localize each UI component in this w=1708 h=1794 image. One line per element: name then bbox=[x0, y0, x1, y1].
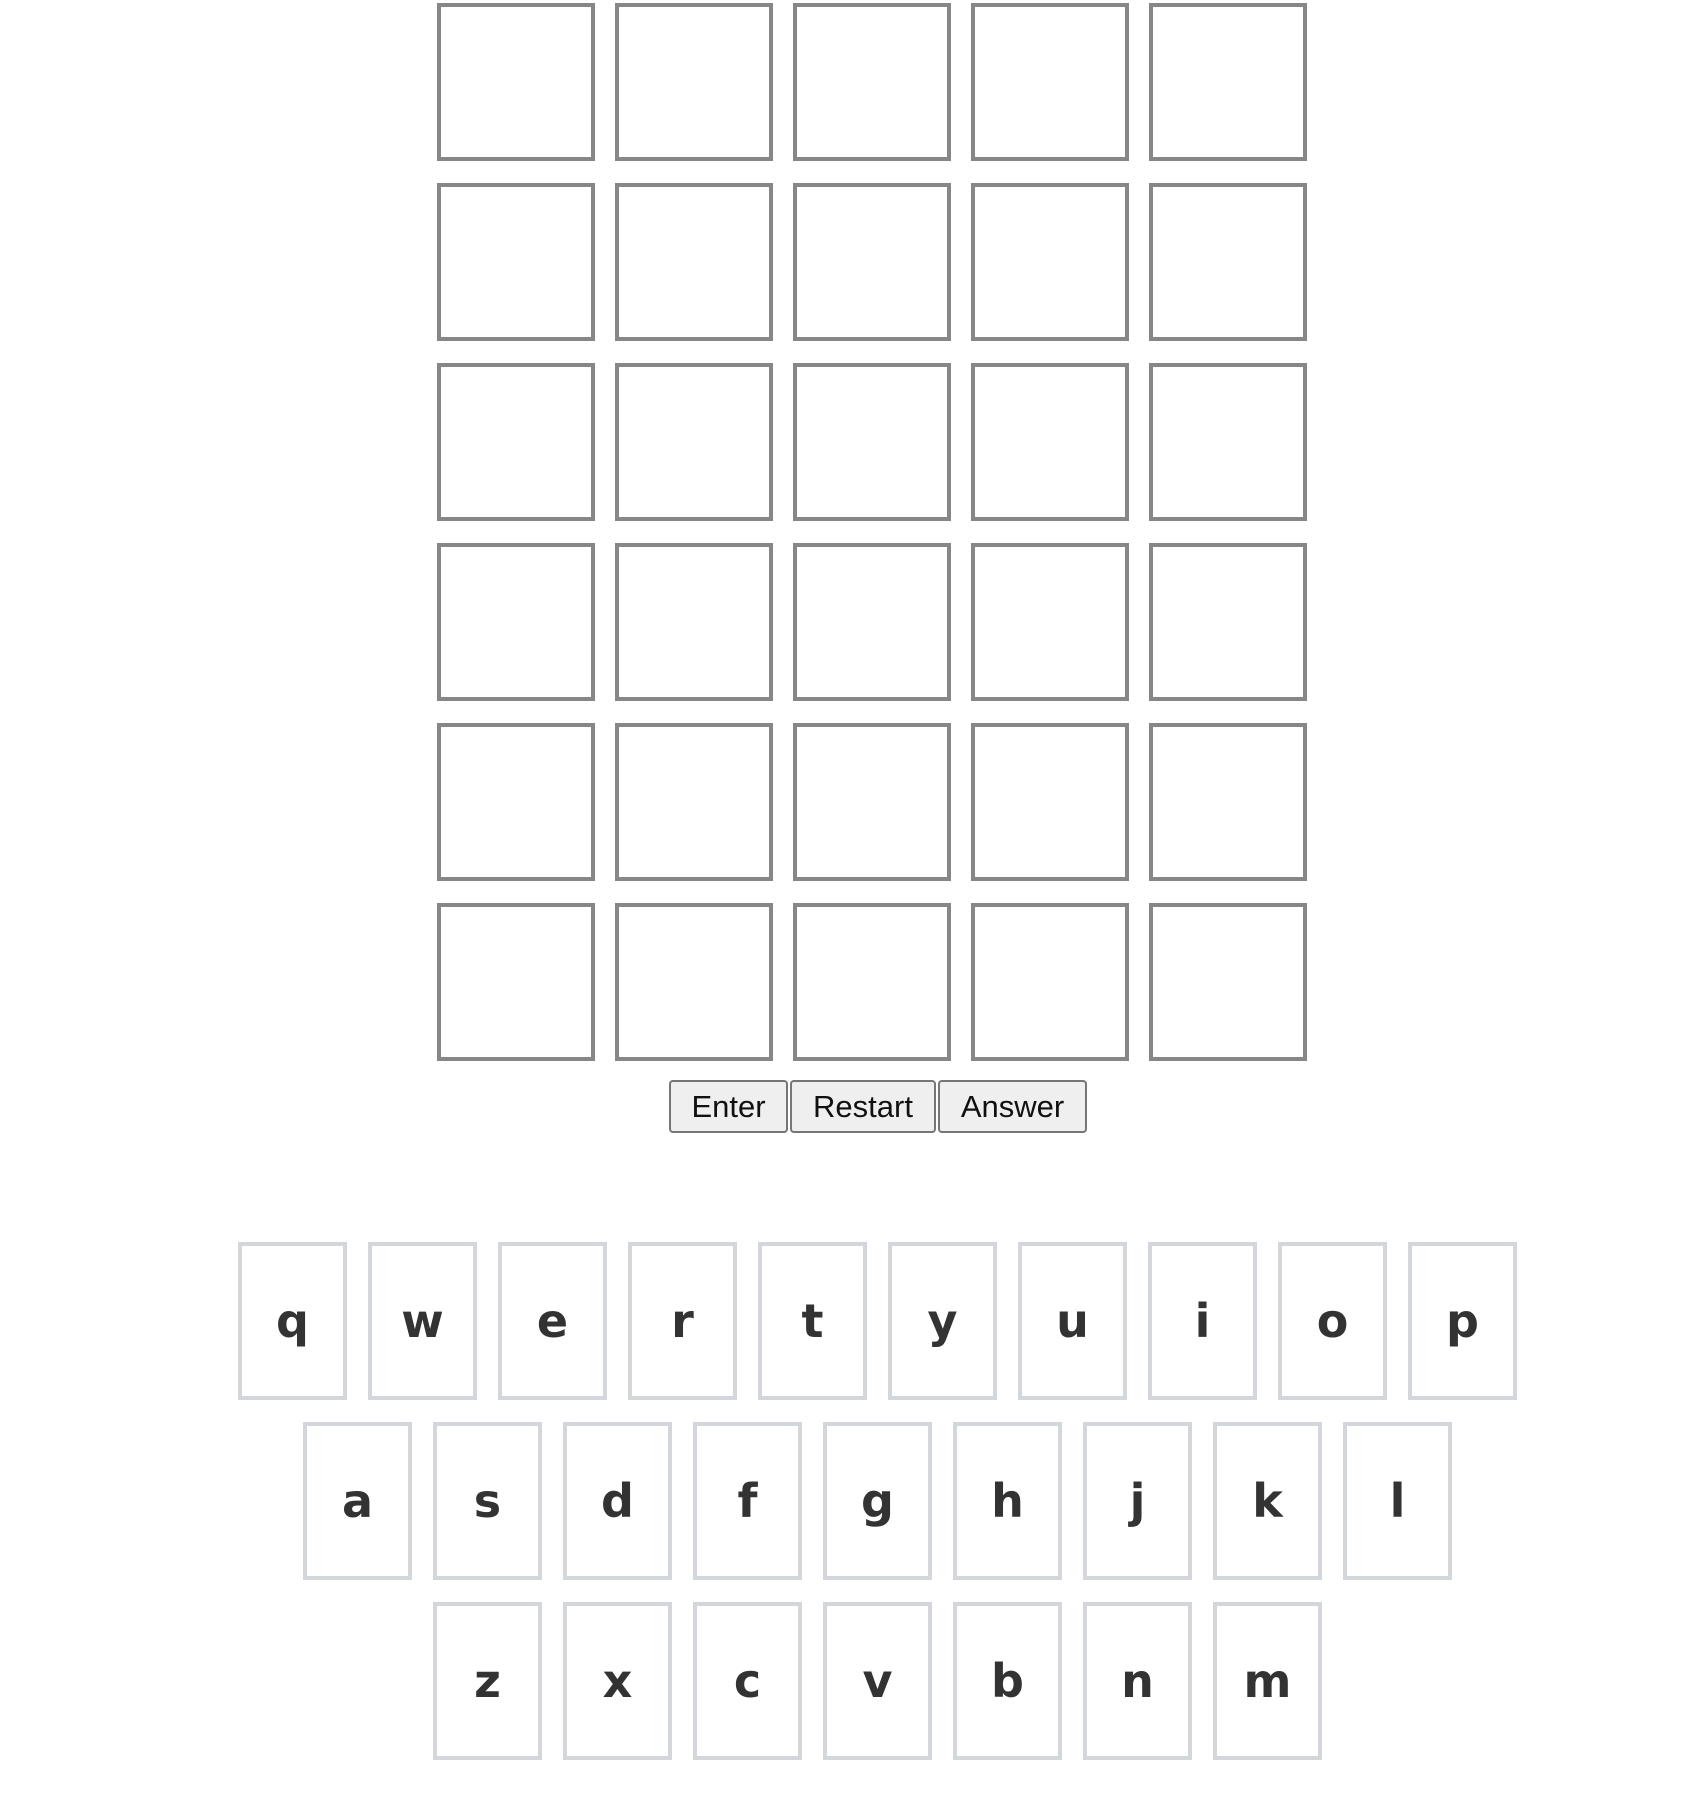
letter-tile bbox=[437, 543, 595, 701]
letter-tile bbox=[1149, 543, 1307, 701]
enter-button[interactable]: Enter bbox=[669, 1080, 788, 1133]
key-s[interactable]: s bbox=[433, 1422, 542, 1580]
letter-tile bbox=[971, 3, 1129, 161]
key-j[interactable]: j bbox=[1083, 1422, 1192, 1580]
restart-button[interactable]: Restart bbox=[790, 1080, 936, 1133]
key-e[interactable]: e bbox=[498, 1242, 607, 1400]
letter-tile bbox=[793, 3, 951, 161]
keyboard-row-3 bbox=[0, 1602, 1708, 1760]
letter-tile bbox=[793, 363, 951, 521]
key-w[interactable]: w bbox=[368, 1242, 477, 1400]
key-f[interactable]: f bbox=[693, 1422, 802, 1580]
letter-tile bbox=[615, 363, 773, 521]
letter-tile bbox=[1149, 723, 1307, 881]
letter-tile bbox=[437, 723, 595, 881]
control-buttons bbox=[669, 1080, 1087, 1133]
board-row bbox=[437, 723, 1319, 881]
board-row bbox=[437, 543, 1319, 701]
key-u[interactable]: u bbox=[1018, 1242, 1127, 1400]
key-l[interactable]: l bbox=[1343, 1422, 1452, 1580]
on-screen-keyboard bbox=[0, 1242, 1708, 1782]
letter-tile bbox=[793, 903, 951, 1061]
letter-tile bbox=[1149, 903, 1307, 1061]
key-y[interactable]: y bbox=[888, 1242, 997, 1400]
key-c[interactable]: c bbox=[693, 1602, 802, 1760]
letter-tile bbox=[971, 543, 1129, 701]
key-r[interactable]: r bbox=[628, 1242, 737, 1400]
key-a[interactable]: a bbox=[303, 1422, 412, 1580]
board-row bbox=[437, 183, 1319, 341]
keyboard-row-2 bbox=[0, 1422, 1708, 1580]
letter-tile bbox=[615, 183, 773, 341]
letter-tile bbox=[793, 723, 951, 881]
letter-tile bbox=[971, 723, 1129, 881]
key-o[interactable]: o bbox=[1278, 1242, 1387, 1400]
letter-tile bbox=[615, 543, 773, 701]
key-i[interactable]: i bbox=[1148, 1242, 1257, 1400]
key-h[interactable]: h bbox=[953, 1422, 1062, 1580]
game-board bbox=[437, 3, 1319, 1083]
key-z[interactable]: z bbox=[433, 1602, 542, 1760]
board-row bbox=[437, 3, 1319, 161]
key-b[interactable]: b bbox=[953, 1602, 1062, 1760]
letter-tile bbox=[1149, 183, 1307, 341]
letter-tile bbox=[437, 183, 595, 341]
keyboard-row-1 bbox=[0, 1242, 1708, 1400]
letter-tile bbox=[1149, 363, 1307, 521]
letter-tile bbox=[971, 903, 1129, 1061]
key-m[interactable]: m bbox=[1213, 1602, 1322, 1760]
letter-tile bbox=[437, 903, 595, 1061]
letter-tile bbox=[1149, 3, 1307, 161]
key-n[interactable]: n bbox=[1083, 1602, 1192, 1760]
key-v[interactable]: v bbox=[823, 1602, 932, 1760]
answer-button[interactable]: Answer bbox=[938, 1080, 1087, 1133]
key-x[interactable]: x bbox=[563, 1602, 672, 1760]
key-p[interactable]: p bbox=[1408, 1242, 1517, 1400]
board-row bbox=[437, 363, 1319, 521]
letter-tile bbox=[437, 3, 595, 161]
key-t[interactable]: t bbox=[758, 1242, 867, 1400]
letter-tile bbox=[971, 363, 1129, 521]
letter-tile bbox=[971, 183, 1129, 341]
letter-tile bbox=[793, 183, 951, 341]
letter-tile bbox=[615, 723, 773, 881]
letter-tile bbox=[437, 363, 595, 521]
key-q[interactable]: q bbox=[238, 1242, 347, 1400]
key-k[interactable]: k bbox=[1213, 1422, 1322, 1580]
letter-tile bbox=[793, 543, 951, 701]
key-d[interactable]: d bbox=[563, 1422, 672, 1580]
letter-tile bbox=[615, 903, 773, 1061]
letter-tile bbox=[615, 3, 773, 161]
board-row bbox=[437, 903, 1319, 1061]
key-g[interactable]: g bbox=[823, 1422, 932, 1580]
